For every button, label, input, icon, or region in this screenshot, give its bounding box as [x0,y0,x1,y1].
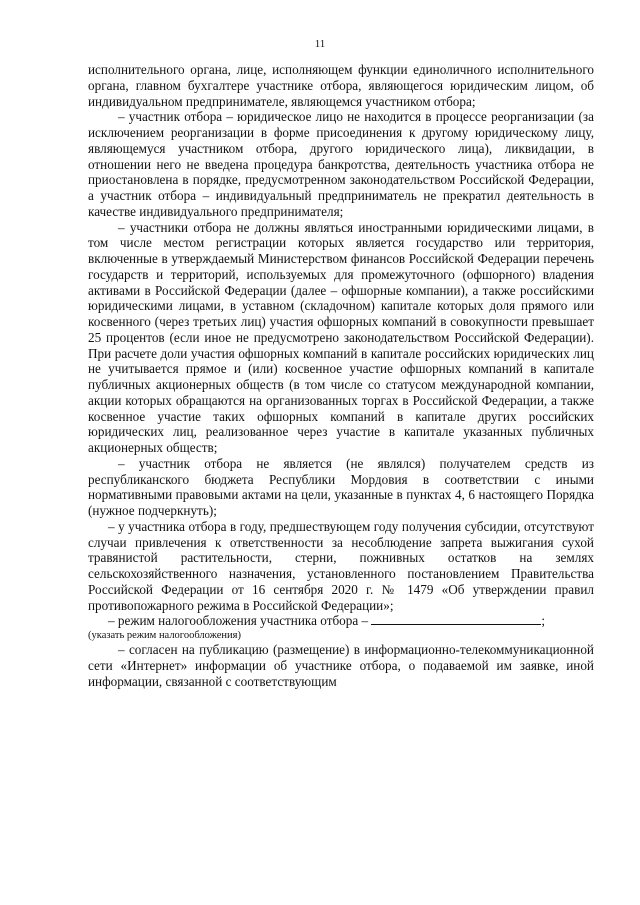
paragraph-burning-ban: – у участника отбора в году, предшествующем году получения субсидии, отсутствуют случаи привлечения к ответственности за несоблюдение запрета выжигания сухой травянистой растительности, стерни, пожнивных остатков на землях сельскохозяйственного назначения, установленного постановлением Правительства Российской Федерации от 16 сентября 2020 г. № 1479 «Об утверждении правил противопожарного режима в Российской Федерации»; [88,518,594,613]
paragraph-reorganization: – участник отбора – юридическое лицо не находится в процессе реорганизации (за исключением реорганизации в форме присоединения к другому юридическому лицу, являющемуся участником отбора, другого юридического лица), ликвидации, в отношении него не введена процедура банкротства, деятельность участника отбора не приостановлена в порядке, предусмотренном законодательством Российской Федерации, а участник отбора – индивидуальный предприниматель не прекратил деятельность в качестве индивидуального предпринимателя; [88,109,594,219]
paragraph-tax-regime [88,613,594,629]
paragraph-executive-info: исполнительного органа, лице, исполняющем функции единоличного исполнительного органа, главном бухгалтере участнике отбора, являющегося юридическим лицом, об индивидуальном предпринимателе, являющемся участником отбора; [88,62,594,109]
tax-regime-label: – режим налогообложения участника отбора – [108,613,369,629]
document-body [88,62,594,689]
page-number: 11 [314,38,326,50]
paragraph-budget-funds: – участник отбора не является (не являлся) получателем средств из республиканского бюджета Республики Мордовия в соответствии с иными нормативными правовыми актами на цели, указанные в пунктах 4, 6 настоящего Порядка (нужное подчеркнуть); [88,455,594,518]
tax-regime-end: ; [541,613,546,629]
paragraph-publication-consent: – согласен на публикацию (размещение) в информационно-телекоммуникационной сети «Интернет» информации об участнике отбора, о подаваемой им заявке, иной информации, связанной с соответствующим [88,642,594,689]
tax-regime-caption: (указать режим налогообложения) [88,630,241,641]
tax-regime-blank-field[interactable] [371,613,541,625]
paragraph-offshore: – участники отбора не должны являться иностранными юридическими лицами, в том числе местом регистрации которых является государство или территория, включенные в утверждаемый Министерством финансов Российской Федерации перечень государств и территорий, используемых для промежуточного (офшорного) владения активами в Российской Федерации (далее – офшорные компании), а также российскими юридическими лицами, в уставном (складочном) капитале которых доля прямого или косвенного (через третьих лиц) участия офшорных компаний в совокупности превышает 25 процентов (если иное не предусмотрено законодательством Российской Федерации). При расчете доли участия офшорных компаний в капитале российских юридических лиц не учитывается прямое и (или) косвенное участие офшорных компаний в капитале публичных акционерных обществ (в том числе со статусом международной компании, акции которых обращаются на организованных торгах в Российской Федерации, а также косвенное участие таких офшорных компаний в капитале других российских юридических лиц, реализованное через участие в капитале указанных публичных акционерных обществ; [88,219,594,455]
